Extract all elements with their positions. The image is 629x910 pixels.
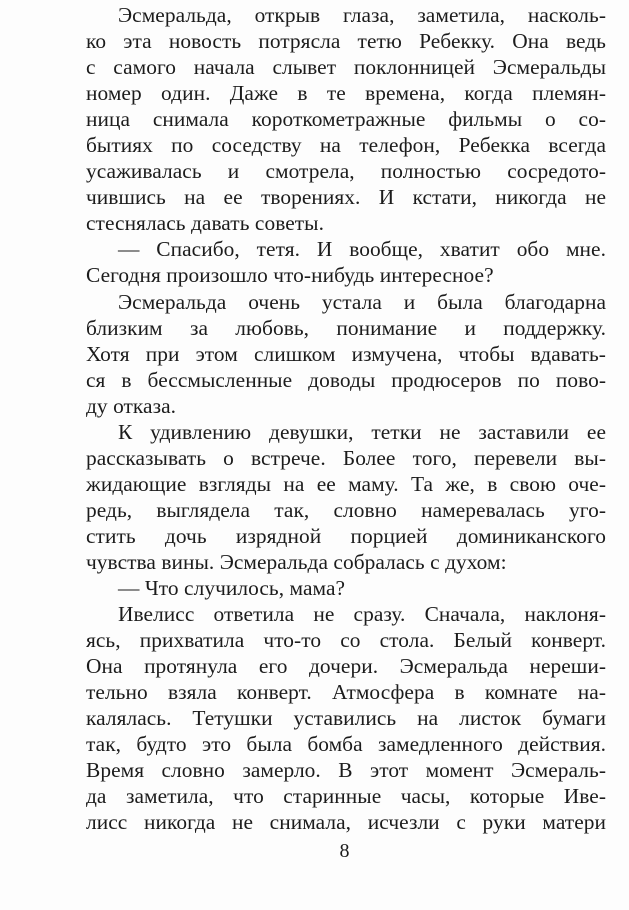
text-line: стеснялась давать советы. <box>86 211 324 236</box>
text-line: близким за любовь, понимание и поддержку. <box>86 315 606 340</box>
text-line: ко эта новость потрясла тетю Ребекку. Она ведь <box>86 29 606 54</box>
text-line: калялась. Тетушки уставились на листок бумаги <box>86 706 606 731</box>
text-line: ся в бессмысленные доводы продюсеров по пово- <box>86 367 606 392</box>
text-line: К удивлению девушки, тетки не заставили ее <box>118 419 606 444</box>
text-line: усаживалась и смотрела, полностью сосредото- <box>86 159 606 184</box>
text-line: Эсмеральда очень устала и была благодарна <box>118 289 606 314</box>
text-line: чувства вины. Эсмеральда собралась с духом: <box>86 549 507 574</box>
text-line: да заметила, что старинные часы, которые Иве- <box>86 784 606 809</box>
text-line: так, будто это была бомба замедленного действия. <box>86 732 606 757</box>
text-line: Она протянула его дочери. Эсмеральда нереши- <box>86 654 606 679</box>
page-number: 8 <box>339 840 350 862</box>
text-line: — Что случилось, мама? <box>118 576 346 601</box>
text-line: — Спасибо, тетя. И вообще, хватит обо мне. <box>118 237 606 262</box>
text-line: с самого начала слывет поклонницей Эсмеральды <box>86 55 606 80</box>
text-line: Сегодня произошло что-нибудь интересное? <box>86 263 494 288</box>
text-line: чившись на ее творениях. И кстати, никогда не <box>86 185 606 210</box>
text-line: Эсмеральда, открыв глаза, заметила, насколь- <box>118 3 606 27</box>
text-line: ясь, прихватила что-то со стола. Белый конверт. <box>86 628 606 653</box>
body-text <box>86 2 606 836</box>
text-line: стить дочь изрядной порцией доминиканского <box>86 523 606 548</box>
text-line: Ивелисс ответила не сразу. Сначала, наклоня- <box>118 602 606 627</box>
text-line: Хотя при этом слишком измучена, чтобы вдавать- <box>86 341 606 366</box>
text-line: бытиях по соседству на телефон, Ребекка всегда <box>86 133 606 158</box>
text-line: тельно взяла конверт. Атмосфера в комнате на- <box>86 680 606 705</box>
text-line: Время словно замерло. В этот момент Эсмераль- <box>86 758 606 783</box>
text-line: ница снимала короткометражные фильмы о со- <box>86 107 606 132</box>
text-line: редь, выглядела так, словно намеревалась уго- <box>86 497 606 522</box>
text-line: номер один. Даже в те времена, когда племян- <box>86 81 606 106</box>
text-line: лисс никогда не снимала, исчезли с руки матери <box>86 810 606 835</box>
text-line: рассказывать о встрече. Более того, перевели вы- <box>86 445 606 470</box>
text-line: ду отказа. <box>86 393 177 418</box>
text-line: жидающие взгляды на ее маму. Та же, в свою оче- <box>86 471 606 496</box>
